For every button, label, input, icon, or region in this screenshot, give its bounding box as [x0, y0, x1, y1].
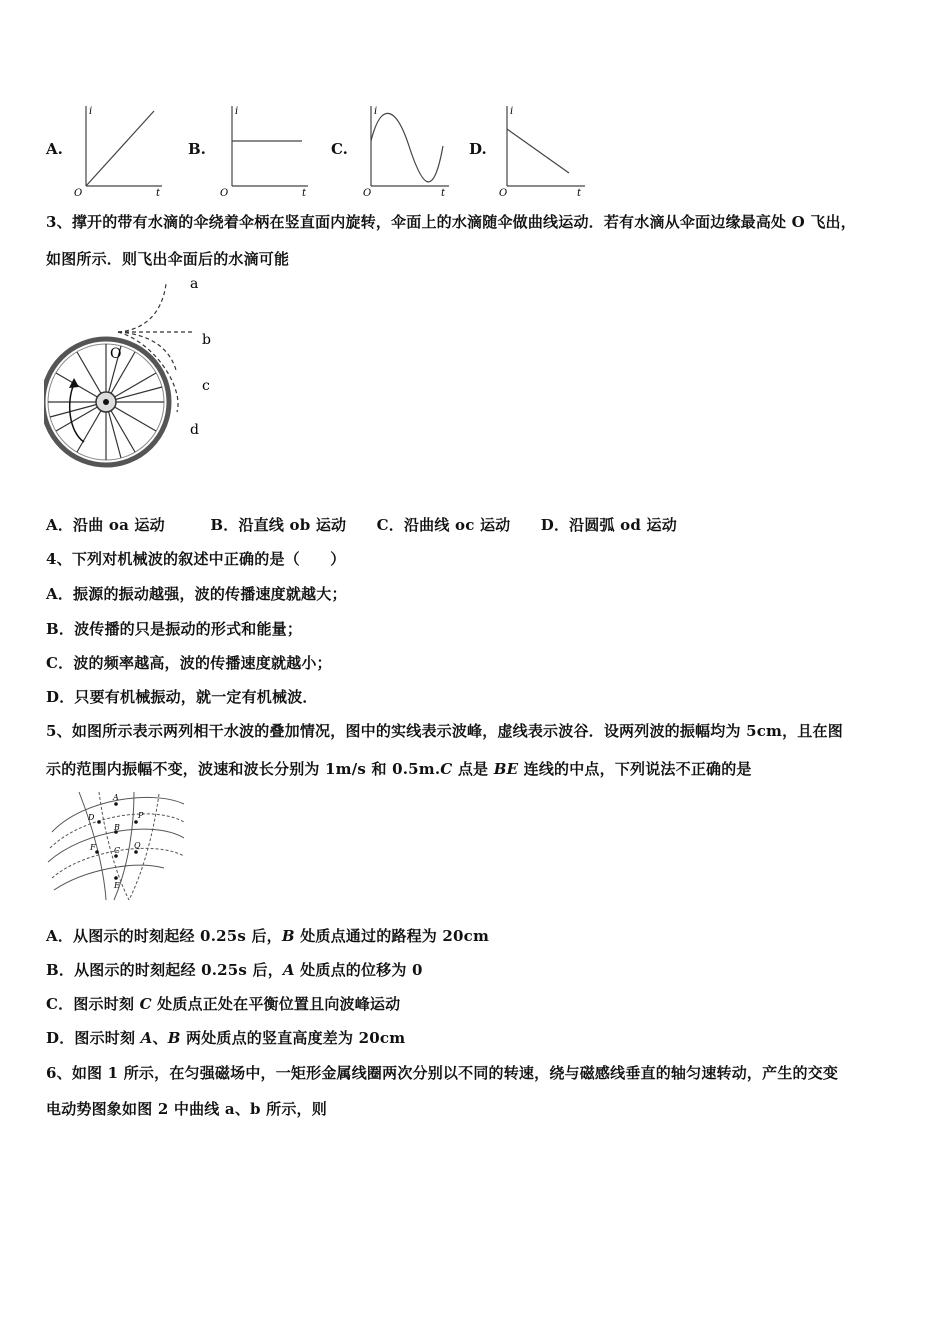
q6-stem-line2: 电动势图象如图 2 中曲线 a、b 所示，则: [46, 1100, 327, 1118]
label-D: D: [88, 813, 95, 822]
q3-options: A．沿曲 oa 运动 B．沿直线 ob 运动 C．沿曲线 oc 运动 D．沿圆弧 od 运动: [46, 516, 677, 534]
label-B: B: [114, 823, 120, 832]
current-line: [507, 129, 569, 173]
label-P: P: [138, 811, 144, 820]
label-o: O: [110, 346, 122, 362]
q5-option-d: D．图示时刻 A、B 两处质点的竖直高度差为 20cm: [46, 1029, 406, 1047]
q5-option-b: B．从图示的时刻起经 0.25s 后，A 处质点的位移为 0: [46, 961, 423, 979]
label-F: F: [90, 843, 96, 852]
q5-option-c: C．图示时刻 C 处质点正处在平衡位置且向波峰运动: [46, 995, 401, 1013]
axis-label-t: t: [302, 188, 307, 196]
q4-option-d: D．只要有机械振动，就一定有机械波．: [46, 688, 318, 706]
graph-option-d: [497, 101, 592, 196]
axis-label-t: t: [577, 188, 582, 196]
q5-option-a: A．从图示的时刻起经 0.25s 后，B 处质点通过的路程为 20cm: [46, 927, 490, 945]
q4-option-a: A．振源的振动越强，波的传播速度就越大；: [46, 585, 347, 603]
q5-stem-line1: 5、如图所示表示两列相干水波的叠加情况，图中的实线表示波峰，虚线表示波谷．设两列波的振幅均为 5cm，且在图: [46, 722, 843, 740]
axis-label-i: i: [374, 106, 378, 117]
axis-label-i: i: [235, 106, 239, 117]
graph-option-c: [361, 101, 456, 196]
graph-option-a: [72, 101, 167, 196]
q4-option-c: C．波的频率越高，波的传播速度就越小；: [46, 654, 332, 672]
origin-label: O: [74, 188, 83, 196]
axis-label-i: i: [89, 106, 93, 117]
origin-label: O: [499, 188, 508, 196]
current-line: [86, 111, 154, 186]
graph-option-d-label: D.: [469, 140, 487, 158]
q3-stem-line2: 如图所示．则飞出伞面后的水滴可能: [46, 250, 290, 268]
q4-option-b: B．波传播的只是振动的形式和能量；: [46, 620, 303, 638]
label-A: A: [113, 793, 119, 802]
q5-stem-line2: 示的范围内振幅不变，波速和波长分别为 1m/s 和 0.5m.C 点是 BE 连线的中点，下列说法不正确的是: [46, 760, 752, 778]
trajectory-a: [118, 284, 166, 332]
graph-option-b-label: B.: [188, 140, 206, 158]
origin-label: O: [220, 188, 229, 196]
origin-label: O: [363, 188, 372, 196]
label-E: E: [114, 881, 120, 890]
label-d: d: [190, 422, 199, 438]
q3-stem-line1: 3、撑开的带有水滴的伞绕着伞柄在竖直面内旋转，伞面上的水滴随伞做曲线运动．若有水滴从伞面边缘最高处 O 飞出，: [46, 213, 856, 231]
graph-option-c-label: C.: [331, 140, 348, 158]
q6-stem-line1: 6、如图 1 所示，在匀强磁场中，一矩形金属线圈两次分别以不同的转速，绕与磁感线垂直的轴匀速转动，产生的交变: [46, 1064, 839, 1082]
label-a: a: [190, 276, 199, 292]
graph-option-a-label: A.: [46, 140, 63, 158]
label-c: c: [202, 378, 210, 394]
current-curve: [371, 113, 443, 181]
q4-stem: 4、下列对机械波的叙述中正确的是（ ）: [46, 550, 346, 568]
q3-umbrella-figure: [44, 272, 224, 497]
graph-options-row: [0, 95, 950, 205]
label-Q: Q: [134, 841, 141, 850]
axis-label-t: t: [441, 188, 446, 196]
axis-label-t: t: [156, 188, 161, 196]
label-C: C: [114, 846, 121, 855]
label-b: b: [202, 332, 211, 348]
rotation-arrow: [70, 384, 84, 442]
axis-label-i: i: [510, 106, 514, 117]
q5-wave-figure: [44, 790, 189, 902]
graph-option-b: [218, 101, 313, 196]
